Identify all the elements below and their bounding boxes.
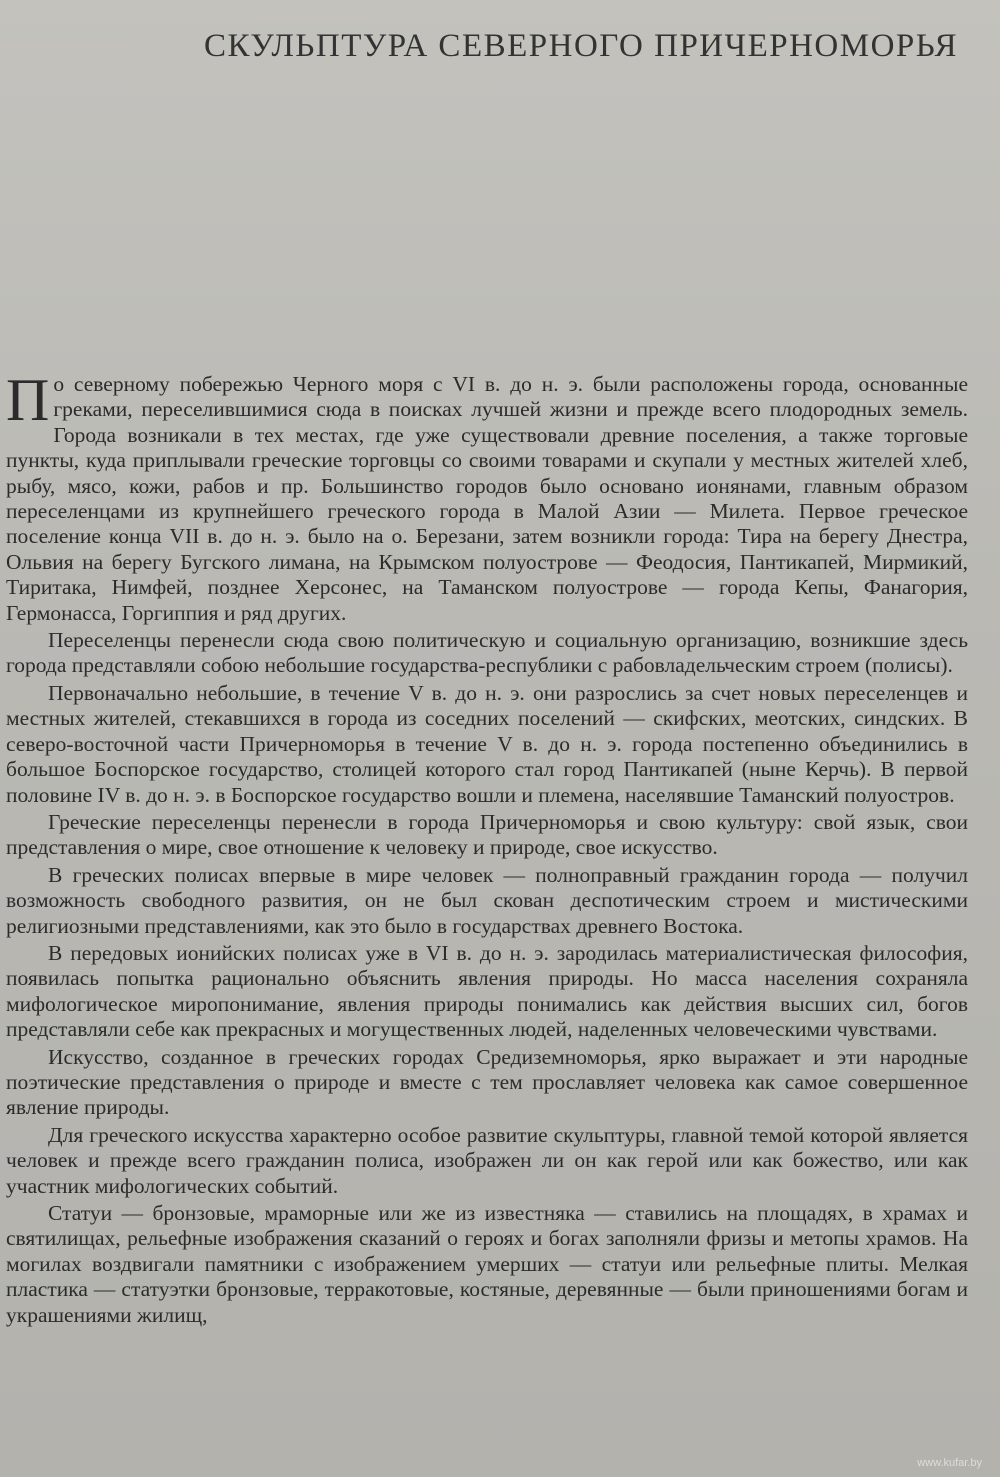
- body-text: [6, 367, 968, 1330]
- paragraph-8: Для греческого искусства характерно особое развитие скульптуры, главной темой которой является человек и прежде всего гражданин полиса, изображен ли он как герой или как божество, или как участник мифологических событий.: [6, 1122, 968, 1198]
- paragraph-5: В греческих полисах впервые в мире человек — полноправный гражданин города — получил возможность свободного развития, он не был скован деспотическим строем и мистическими религиозными представлениями, как это было в государствах древнего Востока.: [6, 862, 968, 938]
- paragraph-7: Искусство, созданное в греческих городах Средиземноморья, ярко выражает и эти народные поэтические представления о природе и вместе с тем прославляет человека как самое совершенное явление природы.: [6, 1044, 968, 1120]
- paragraph-1: [6, 367, 968, 626]
- drop-cap: П: [6, 367, 50, 433]
- page-title: СКУЛЬПТУРА СЕВЕРНОГО ПРИЧЕРНОМОРЬЯ: [204, 28, 958, 64]
- watermark: www.kufar.by: [917, 1457, 982, 1469]
- paragraph-9: Статуи — бронзовые, мраморные или же из известняка — ставились на площадях, в храмах и святилищах, рельефные изображения сказаний о героях и богах заполняли фризы и метопы храмов. На могилах воздвигали памятники с изображением умерших — статуи или рельефные плиты. Мелкая пластика — статуэтки бронзовые, терракотовые, костяные, деревянные — были приношениями богам и украшениями жилищ,: [6, 1201, 968, 1327]
- paragraph-3: Первоначально небольшие, в течение V в. до н. э. они разрослись за счет новых переселенцев и местных жителей, стекавшихся в города из соседних поселений — скифских, меотских, синдских. В северо-восточной части Причерноморья в течение V в. до н. э. города постепенно объединились в большое Боспорское государство, столицей которого стал город Пантикапей (ныне Керчь). В первой половине IV в. до н. э. в Боспорское государство вошли и племена, населявшие Таманский полуостров.: [6, 680, 968, 807]
- paragraph-1-text: о северному побережью Черного моря с VI в. до н. э. были расположены города, основанные греками, переселившимися сюда в поисках лучшей жизни и прежде всего плодородных земель. Города возникали в тех местах, где уже существовали древние поселения, а также торговые пункты, куда приплывали греческие торговцы со своими товарами и скупали у местных жителей хлеб, рыбу, мясо, кожи, рабов и пр. Большинство городов было основано ионянами, главным образом переселенцами из крупнейшего греческого города в Малой Азии — Милета. Первое греческое поселение конца VII в. до н. э. было на о. Березани, затем возникли города: Тира на берегу Днестра, Ольвия на берегу Бугского лимана, на Крымском полуострове — Феодосия, Пантикапей, Мирмикий, Тиритака, Нимфей, позднее Херсонес, на Таманском полуострове — города Кепы, Фанагория, Гермонасса, Горгиппия и ряд других.: [6, 372, 968, 625]
- paragraph-4: Греческие переселенцы перенесли в города Причерноморья и свою культуру: свой язык, свои представления о мире, свое отношение к человеку и природе, свое искусство.: [6, 809, 968, 860]
- paragraph-6: В передовых ионийских полисах уже в VI в. до н. э. зародилась материалистическая философия, появилась попытка рационально объяснить явления природы. Но масса населения сохраняла мифологическое миропонимание, явления природы понимались как действия высших сил, богов представляли себе как прекрасных и могущественных людей, наделенных человеческими чувствами.: [6, 940, 968, 1042]
- paragraph-2: Переселенцы перенесли сюда свою политическую и социальную организацию, возникшие здесь города представляли собою небольшие государства-республики с рабовладельческим строем (полисы).: [6, 628, 968, 678]
